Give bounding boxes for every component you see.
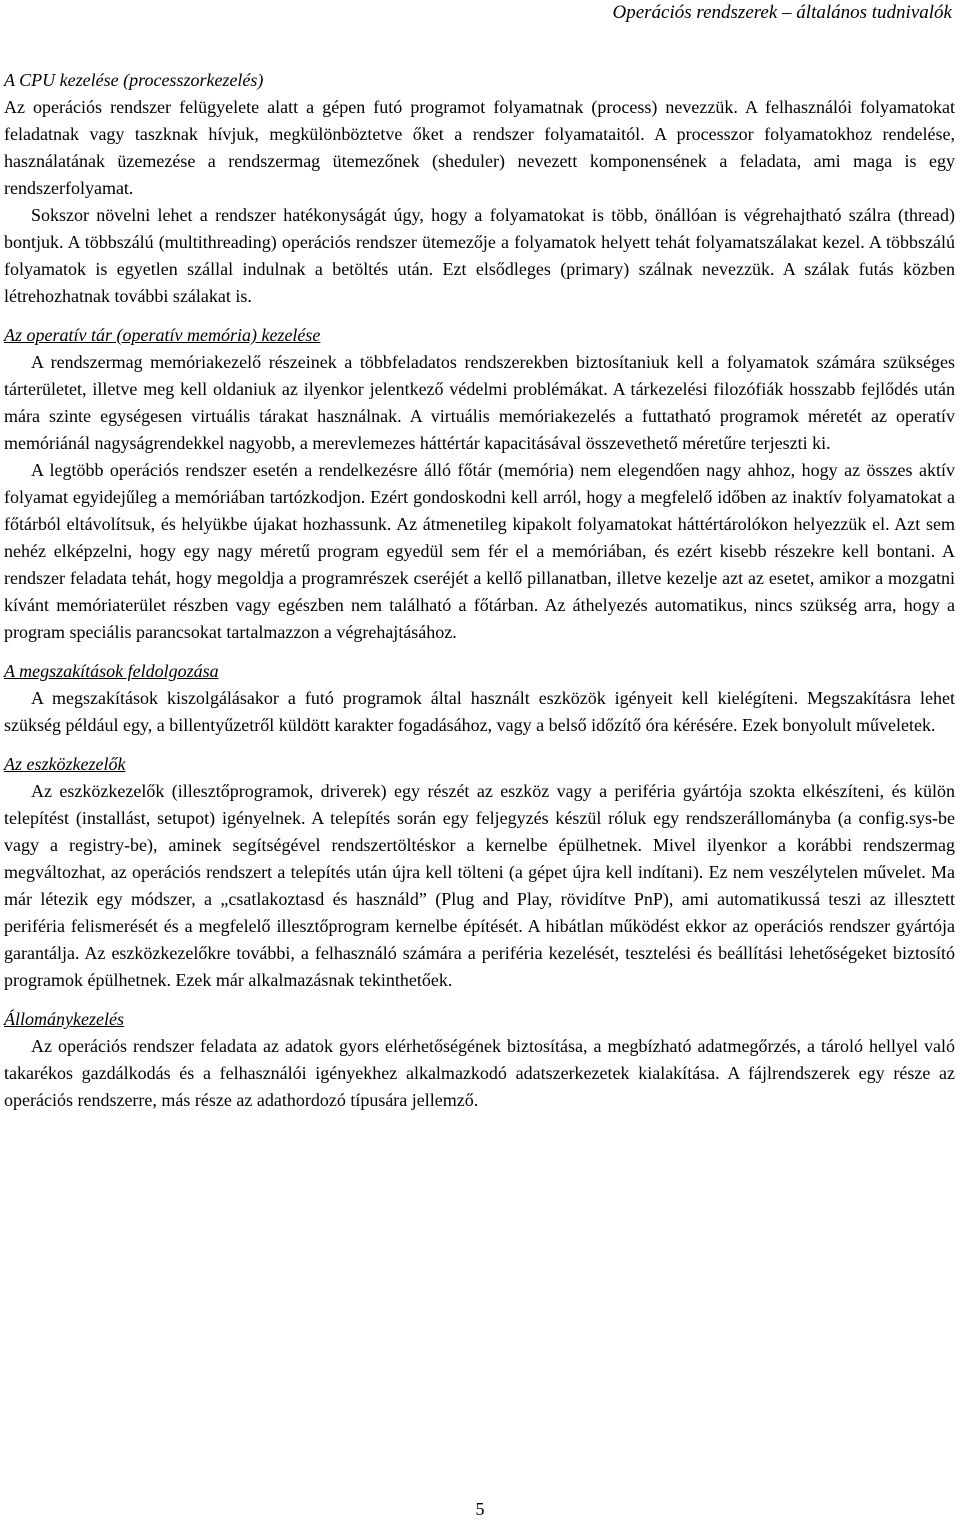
section-interrupt-handling [4, 658, 955, 739]
paragraph: A megszakítások kiszolgálásakor a futó programok által használt eszközök igényeit kell kielégíteni. Megszakításra lehet szükség például egy, a billentyűzetről küldött karakter fogadásához, vagy a belső időzítő óra kérésére. Ezek bonyolult műveletek. [4, 688, 955, 735]
paragraph: A rendszermag memóriakezelő részeinek a többfeladatos rendszerekben biztosítaniuk kell a folyamatok számára szükséges tárterületet, illetve meg kell oldaniuk az ilyenkor jelentkező védelmi problémákat. A tárkezelési filozófiák hosszabb fejlődés után mára szinte egységesen virtuális tárakat használnak. A virtuális memóriakezelés a futtatható programok méretét az operatív memóriánál nagyságrendekkel nagyobb, a merevlemezes háttértár kapacitásával összevethető méretűre terjeszti ki. [4, 352, 955, 453]
paragraph: Az eszközkezelők (illesztőprogramok, driverek) egy részét az eszköz vagy a periféria gyártója szokta elkészíteni, és külön telepítést (installást, setupot) igényelnek. A telepítés során egy feljegyzés készül róluk egy rendszerállományba (a config.sys-be vagy a registry-be), aminek segítségével rendszertöltéskor a kernelbe épülhetnek. Mivel ilyenkor a korábbi rendszermag megváltozhat, az operációs rendszert a telepítés után újra kell tölteni (a gépet újra kell indítani). Ez nem veszélytelen művelet. Ma már létezik egy módszer, a „csatlakoztasd és használd” (Plug and Play, rövidítve PnP), ami automatikussá teszi az illesztett periféria felismerését és a megfelelő illesztőprogram kernelbe építését. A hibátlan működést ekkor az operációs rendszer gyártója garantálja. Az eszközkezelőkre további, a felhasználó számára a periféria kezelését, tesztelési és beállítási lehetőségeket biztosító programok épülhetnek. Ezek már alkalmazásnak tekinthetőek. [4, 781, 955, 990]
section-title: Állománykezelés [4, 1009, 124, 1029]
paragraph: A legtöbb operációs rendszer esetén a rendelkezésre álló főtár (memória) nem elegendően nagy ahhoz, hogy az összes aktív folyamat egyidejűleg a memóriában tartózkodjon. Ezért gondoskodni kell arról, hogy a megfelelő időben az inaktív folyamatokat a főtárból eltávolítsuk, és helyükbe újakat hozhassunk. Az átmenetileg kipakolt folyamatokat háttértárolókon helyezzük el. Azt sem nehéz elképzelni, hogy egy nagy méretű program egyedül sem fér el a memóriában, és ezért kisebb részekre kell bontani. A rendszer feladata tehát, hogy megoldja a programrészek cseréjét a kellő pillanatban, illetve kezelje azt az esetet, amikor a mozgatni kívánt memóriaterület részben vagy egészben nem található a főtárban. Az áthelyezés automatikus, nincs szükség arra, hogy a program speciális parancsokat tartalmazzon a végrehajtásához. [4, 460, 955, 642]
paragraph: Sokszor növelni lehet a rendszer hatékonyságát úgy, hogy a folyamatokat is több, önállóan is végrehajtható szálra (thread) bontjuk. A többszálú (multithreading) operációs rendszer ütemezője a folyamatok helyett tehát folyamatszálakat kezel. A többszálú folyamatok is egyetlen szállal indulnak a betöltés után. Ezt elsődleges (primary) szálnak nevezzük. A szálak futás közben létrehozhatnak további szálakat is. [4, 205, 955, 306]
running-header: Operációs rendszerek – általános tudnivalók [612, 2, 952, 23]
section-title: Az operatív tár (operatív memória) kezelése [4, 325, 321, 345]
document-body [4, 67, 955, 1114]
page-number: 5 [475, 1499, 485, 1519]
section-title: A CPU kezelése (processzorkezelés) [4, 70, 264, 90]
section-title: Az eszközkezelők [4, 754, 126, 774]
paragraph: Az operációs rendszer feladata az adatok gyors elérhetőségének biztosítása, a megbízható adatmegőrzés, a tároló hellyel való takarékos gazdálkodás és a felhasználói igényekhez alkalmazkodó adatszerkezetek kialakítása. A fájlrendszerek egy része az operációs rendszerre, más része az adathordozó típusára jellemző. [4, 1036, 955, 1110]
section-cpu-management [4, 67, 955, 310]
paragraph: Az operációs rendszer felügyelete alatt a gépen futó programot folyamatnak (process) nevezzük. A felhasználói folyamatokat feladatnak vagy taszknak hívjuk, megkülönböztetve őket a rendszer folyamataitól. A processzor folyamatokhoz rendelése, használatának üzemezése a rendszermag ütemezőnek (sheduler) nevezett komponensének a feladata, ami maga is egy rendszerfolyamat. [4, 97, 955, 198]
section-title: A megszakítások feldolgozása [4, 661, 219, 681]
section-memory-management [4, 322, 955, 646]
section-device-drivers [4, 751, 955, 994]
section-file-management [4, 1006, 955, 1114]
